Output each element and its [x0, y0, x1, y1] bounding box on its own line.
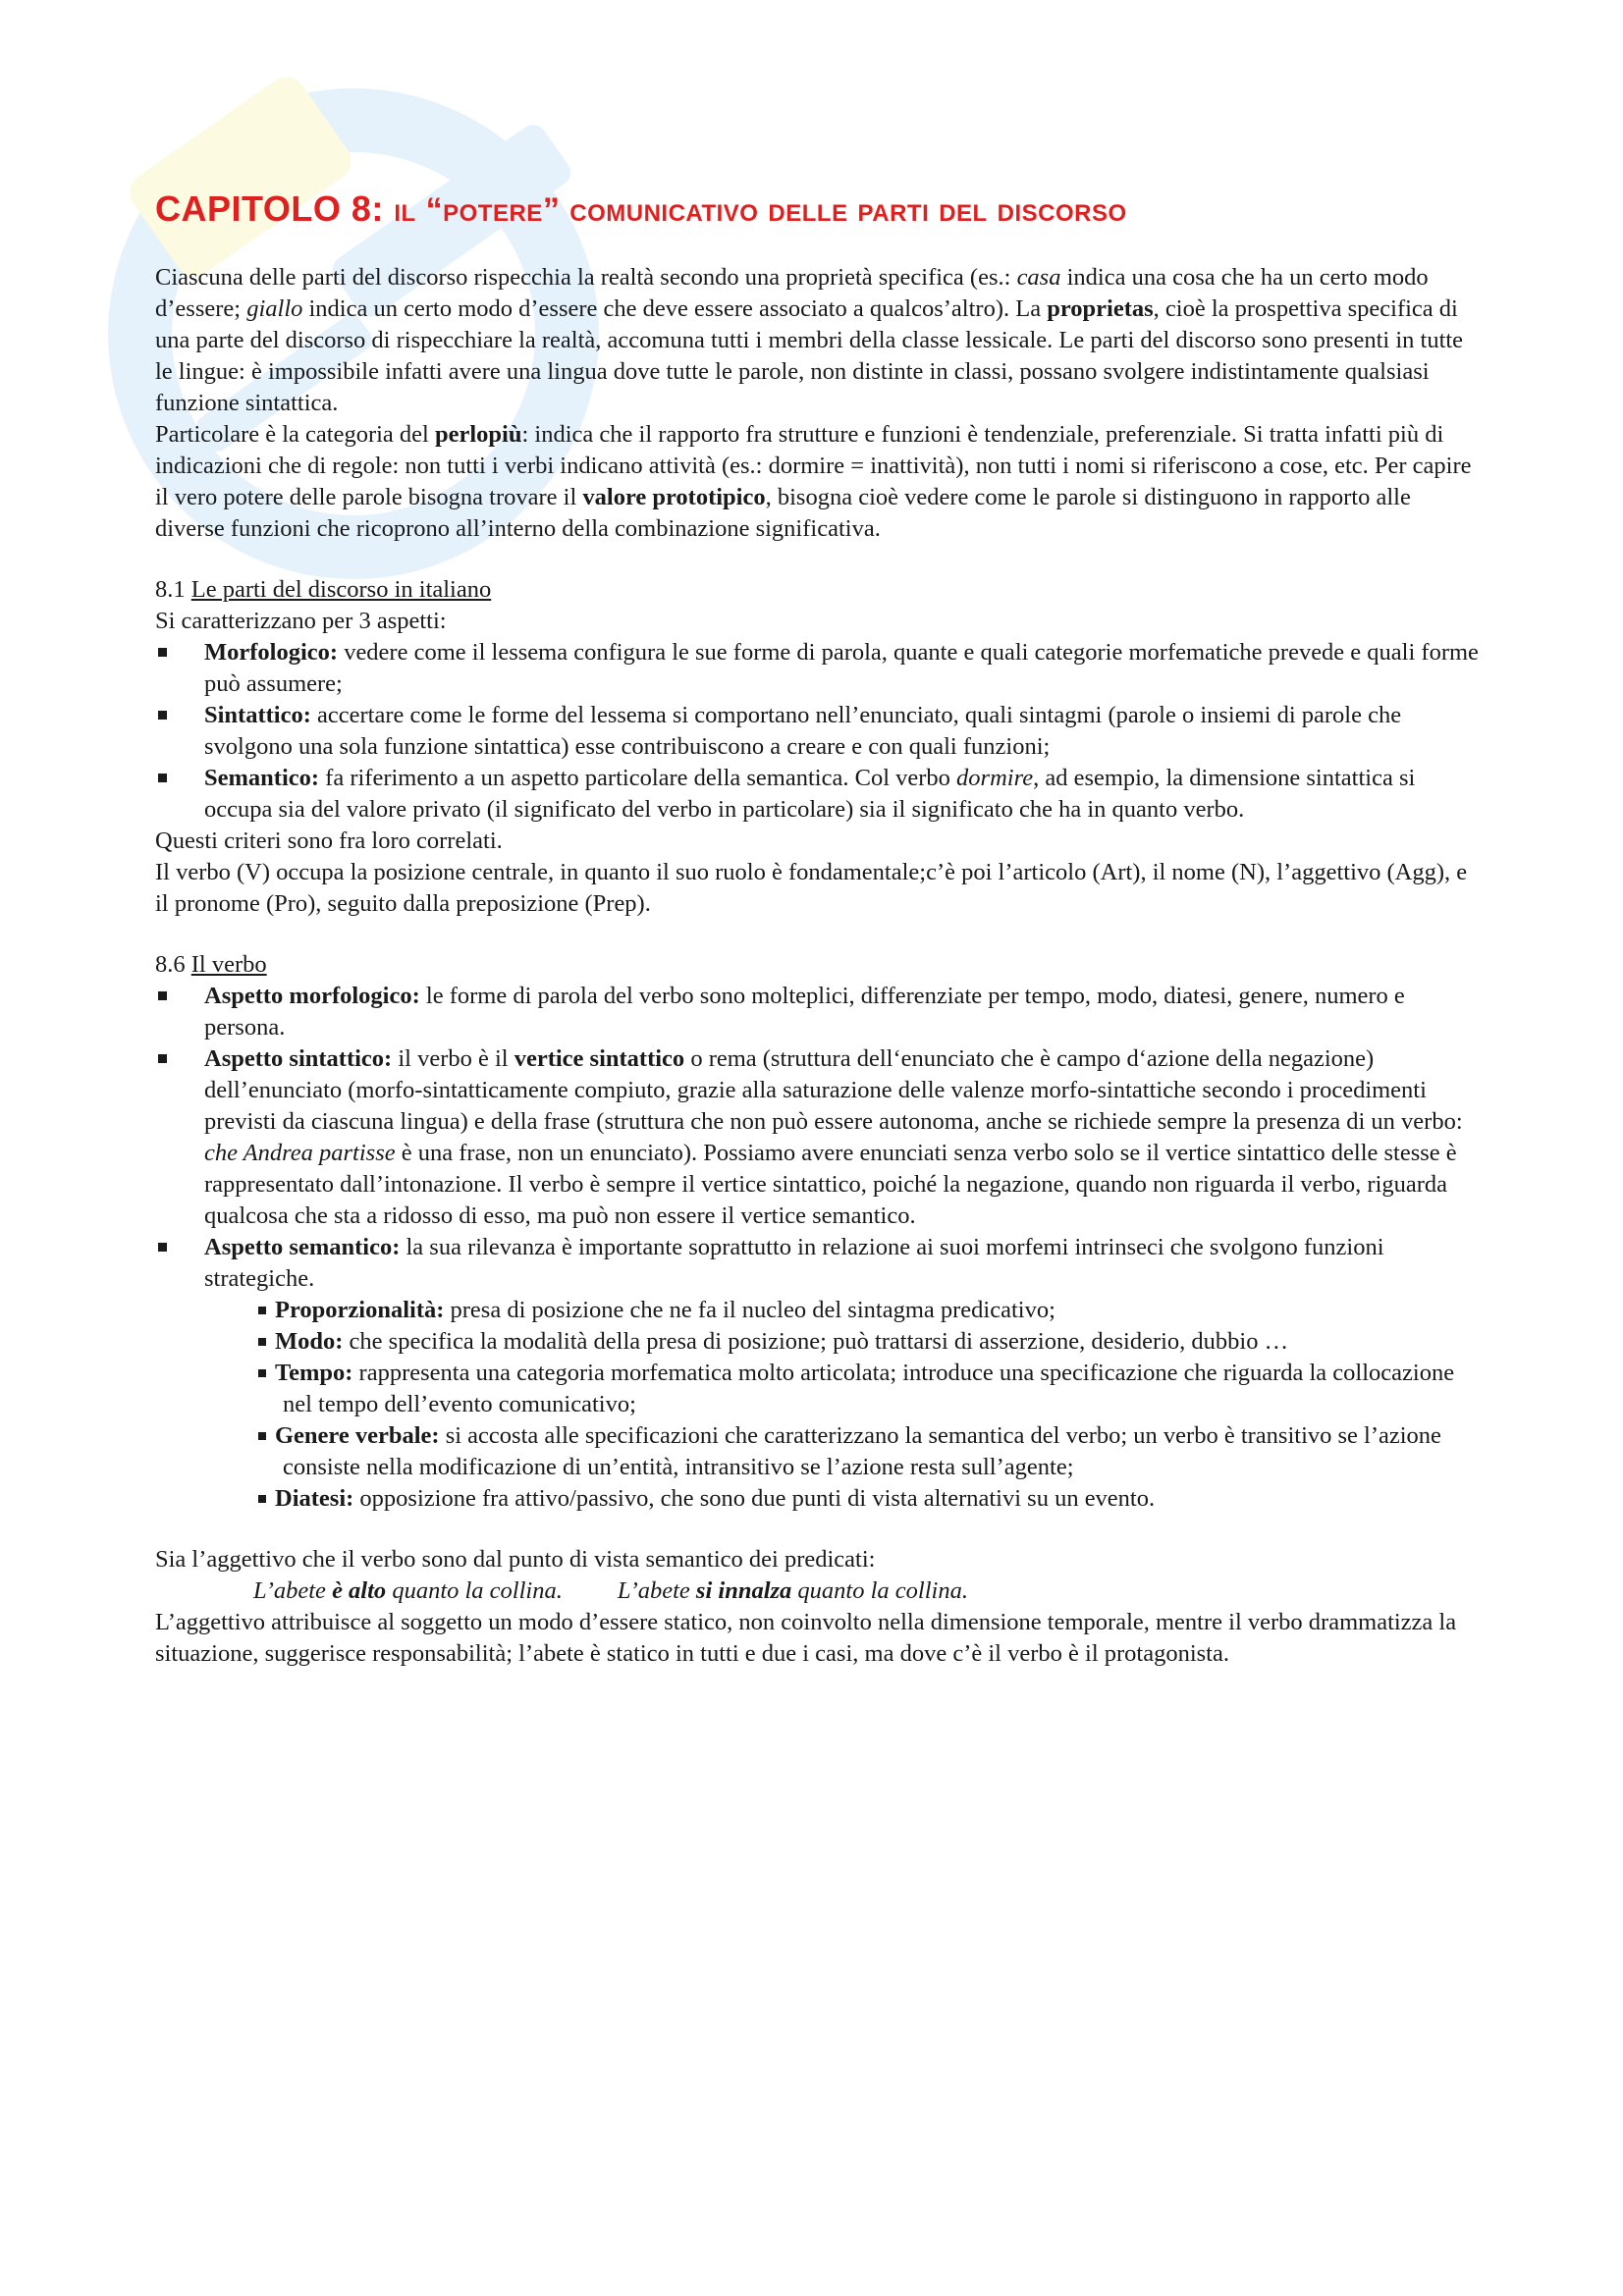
list-item-text: fa riferimento a un aspetto particolare della semantica. Col verbo — [319, 765, 957, 791]
list-item-term: Aspetto morfologico: — [204, 983, 420, 1009]
sub-item-text: rappresenta una categoria morfematica molto articolata; introduce una specificazione che riguarda la collocazione nel tempo dell’evento comunicativo; — [283, 1360, 1455, 1417]
term-dormire: dormire — [956, 765, 1034, 791]
semantic-features-list — [234, 1295, 1481, 1515]
perlopiu-paragraph — [155, 419, 1481, 545]
section-number: 8.1 — [155, 576, 191, 603]
intro-term-proprietas: proprietas — [1047, 295, 1154, 322]
list-item-term: Morfologico: — [204, 639, 339, 666]
chapter-title-main: CAPITOLO 8: — [155, 188, 395, 229]
intro-text: indica una cosa che ha un certo modo d’essere; — [155, 264, 1429, 322]
sub-item-text: si accosta alle specificazioni che caratterizzano la semantica del verbo; un verbo è transitivo se l’azione consiste nella modificazione di un’entità, intransitivo se l’azione resta sull’agente; — [283, 1422, 1441, 1480]
sub-list-item — [234, 1358, 1481, 1420]
example-predicate: è alto — [332, 1577, 387, 1604]
list-item — [155, 981, 1481, 1043]
section-number: 8.6 — [155, 951, 191, 978]
section-title: Le parti del discorso in italiano — [190, 576, 492, 603]
verb-position-text: Il verbo (V) occupa la posizione centrale, in quanto il suo ruolo è fondamentale;c’è poi l’articolo (Art), il nome (N), l’aggettivo (Agg), e il pronome (Pro), seguito dalla preposizione (Prep). — [155, 859, 1468, 917]
intro-paragraph — [155, 262, 1481, 419]
section-title: Il verbo — [190, 951, 267, 978]
list-item-text: le forme di parola del verbo sono molteplici, differenziate per tempo, modo, diatesi, genere, numero e persona. — [204, 983, 1405, 1041]
intro-text: Ciascuna delle parti del discorso rispecchia la realtà secondo una proprietà specifica (es.: — [155, 264, 1017, 291]
valore-prototipico-term: valore prototipico — [582, 484, 766, 510]
perlopiu-text: : indica che il rapporto fra strutture e funzioni è tendenziale, preferenziale. Si tratta infatti più di indicazioni che di regole: non tutti i verbi indicano attività (es.: dormire = inattività), non tutti i nomi si riferiscono a cose, etc. Per capire il vero potere delle parole bisogna trovare il — [155, 421, 1472, 510]
sub-list-item — [234, 1483, 1481, 1515]
perlopiu-term: perlopiù — [435, 421, 522, 448]
list-item-text: è una frase, non un enunciato). Possiamo avere enunciati senza verbo solo se il vertice sintattico delle stesse è rappresentato dall’intonazione. Il verbo è sempre il vertice sintattico, poiché la negazione, quando non riguarda il verbo, riguarda qualcosa che sta a ridosso di esso, ma può non essere il vertice semantico. — [204, 1140, 1457, 1229]
sub-list-item — [234, 1326, 1481, 1358]
aspects-list — [155, 637, 1481, 826]
predicates-lead: Sia l’aggettivo che il verbo sono dal punto di vista semantico dei predicati: — [155, 1546, 876, 1573]
chapter-title — [155, 187, 1481, 233]
sub-list-item — [234, 1295, 1481, 1326]
verb-aspects-list — [155, 981, 1481, 1515]
example-phrase: che Andrea partisse — [204, 1140, 396, 1166]
chapter-title-sub: il “potere” comunicativo delle parti del discorso — [394, 191, 1127, 229]
sub-list-item — [234, 1420, 1481, 1483]
example-text: quanto la collina. — [386, 1577, 563, 1604]
list-item — [155, 700, 1481, 763]
list-item-term: Aspetto sintattico: — [204, 1045, 393, 1072]
intro-text: indica un certo modo d’essere che deve essere associato a qualcos’altro). La — [302, 295, 1048, 322]
list-item — [155, 1043, 1481, 1232]
list-item — [155, 1232, 1481, 1515]
example-text: L’abete — [253, 1577, 333, 1604]
intro-text: , cioè la prospettiva specifica di una parte del discorso di rispecchiare la realtà, accomuna tutti i membri della classe lessicale. Le parti del discorso sono presenti in tutte le lingue: è impossibile infatti avere una lingua dove tutte le parole, non distinte in classi, possano svolgere indistintamente qualsiasi funzione sintattica. — [155, 295, 1464, 416]
sub-item-term: Diatesi: — [275, 1485, 354, 1512]
section-8-1-heading — [155, 574, 1481, 606]
sub-item-term: Proporzionalità: — [275, 1297, 445, 1323]
example-text: L’abete — [617, 1577, 696, 1604]
perlopiu-text: Particolare è la categoria del — [155, 421, 435, 448]
intro-term-giallo: giallo — [246, 295, 303, 322]
list-item-text: , ad esempio, la dimensione sintattica si occupa sia del valore privato (il significato del verbo in particolare) sia il significato che ha in quanto verbo. — [204, 765, 1416, 823]
perlopiu-text: , bisogna cioè vedere come le parole si distinguono in rapporto alle diverse funzioni che ricoprono all’interno della combinazione significativa. — [155, 484, 1411, 542]
list-item-term: Semantico: — [204, 765, 320, 791]
intro-term-casa: casa — [1016, 264, 1061, 291]
sub-item-text: opposizione fra attivo/passivo, che sono due punti di vista alternativi su un evento. — [353, 1485, 1156, 1512]
section-8-1-lead: Si caratterizzano per 3 aspetti: — [155, 608, 447, 634]
sub-item-text: che specifica la modalità della presa di posizione; può trattarsi di asserzione, desiderio, dubbio … — [343, 1328, 1289, 1355]
sub-item-term: Tempo: — [275, 1360, 353, 1386]
sub-item-text: presa di posizione che ne fa il nucleo del sintagma predicativo; — [444, 1297, 1055, 1323]
vertice-sintattico-term: vertice sintattico — [514, 1045, 685, 1072]
closing-paragraph: L’aggettivo attribuisce al soggetto un modo d’essere statico, non coinvolto nella dimensione temporale, mentre il verbo drammatizza la situazione, suggerisce responsabilità; l’abete è statico in tutti e due i casi, ma dove c’è il verbo è il protagonista. — [155, 1609, 1457, 1667]
sub-item-term: Modo: — [275, 1328, 344, 1355]
list-item — [155, 637, 1481, 700]
example-text: quanto la collina. — [791, 1577, 968, 1604]
list-item-text: accertare come le forme del lessema si comportano nell’enunciato, quali sintagmi (parole o insiemi di parole che svolgono una sola funzione sintattica) esse contribuiscono a creare e con quali funzioni; — [204, 702, 1402, 760]
list-item — [155, 763, 1481, 826]
list-item-text: vedere come il lessema configura le sue forme di parola, quante e quali categorie morfematiche prevede e quali forme può assumere; — [204, 639, 1479, 697]
list-item-text: la sua rilevanza è importante soprattutto in relazione ai suoi morfemi intrinseci che svolgono funzioni strategiche. — [204, 1234, 1384, 1292]
section-8-6-heading — [155, 949, 1481, 981]
correlation-text: Questi criteri sono fra loro correlati. — [155, 828, 503, 854]
list-item-term: Aspetto semantico: — [204, 1234, 401, 1260]
list-item-text: il verbo è il — [392, 1045, 514, 1072]
examples-line — [155, 1575, 1481, 1607]
list-item-text: o rema (struttura dell‘enunciato che è campo d‘azione della negazione) dell’enunciato (morfo-sintatticamente compiuto, grazie alla saturazione delle valenze morfo-sintattiche secondo i procedimenti previsti da ciascuna lingua) e della frase (struttura che non può essere autonoma, anche se richiede sempre la presenza di un verbo: — [204, 1045, 1463, 1135]
document-page — [155, 187, 1481, 1670]
list-item-term: Sintattico: — [204, 702, 311, 728]
sub-item-term: Genere verbale: — [275, 1422, 440, 1449]
example-predicate: si innalza — [695, 1577, 792, 1604]
